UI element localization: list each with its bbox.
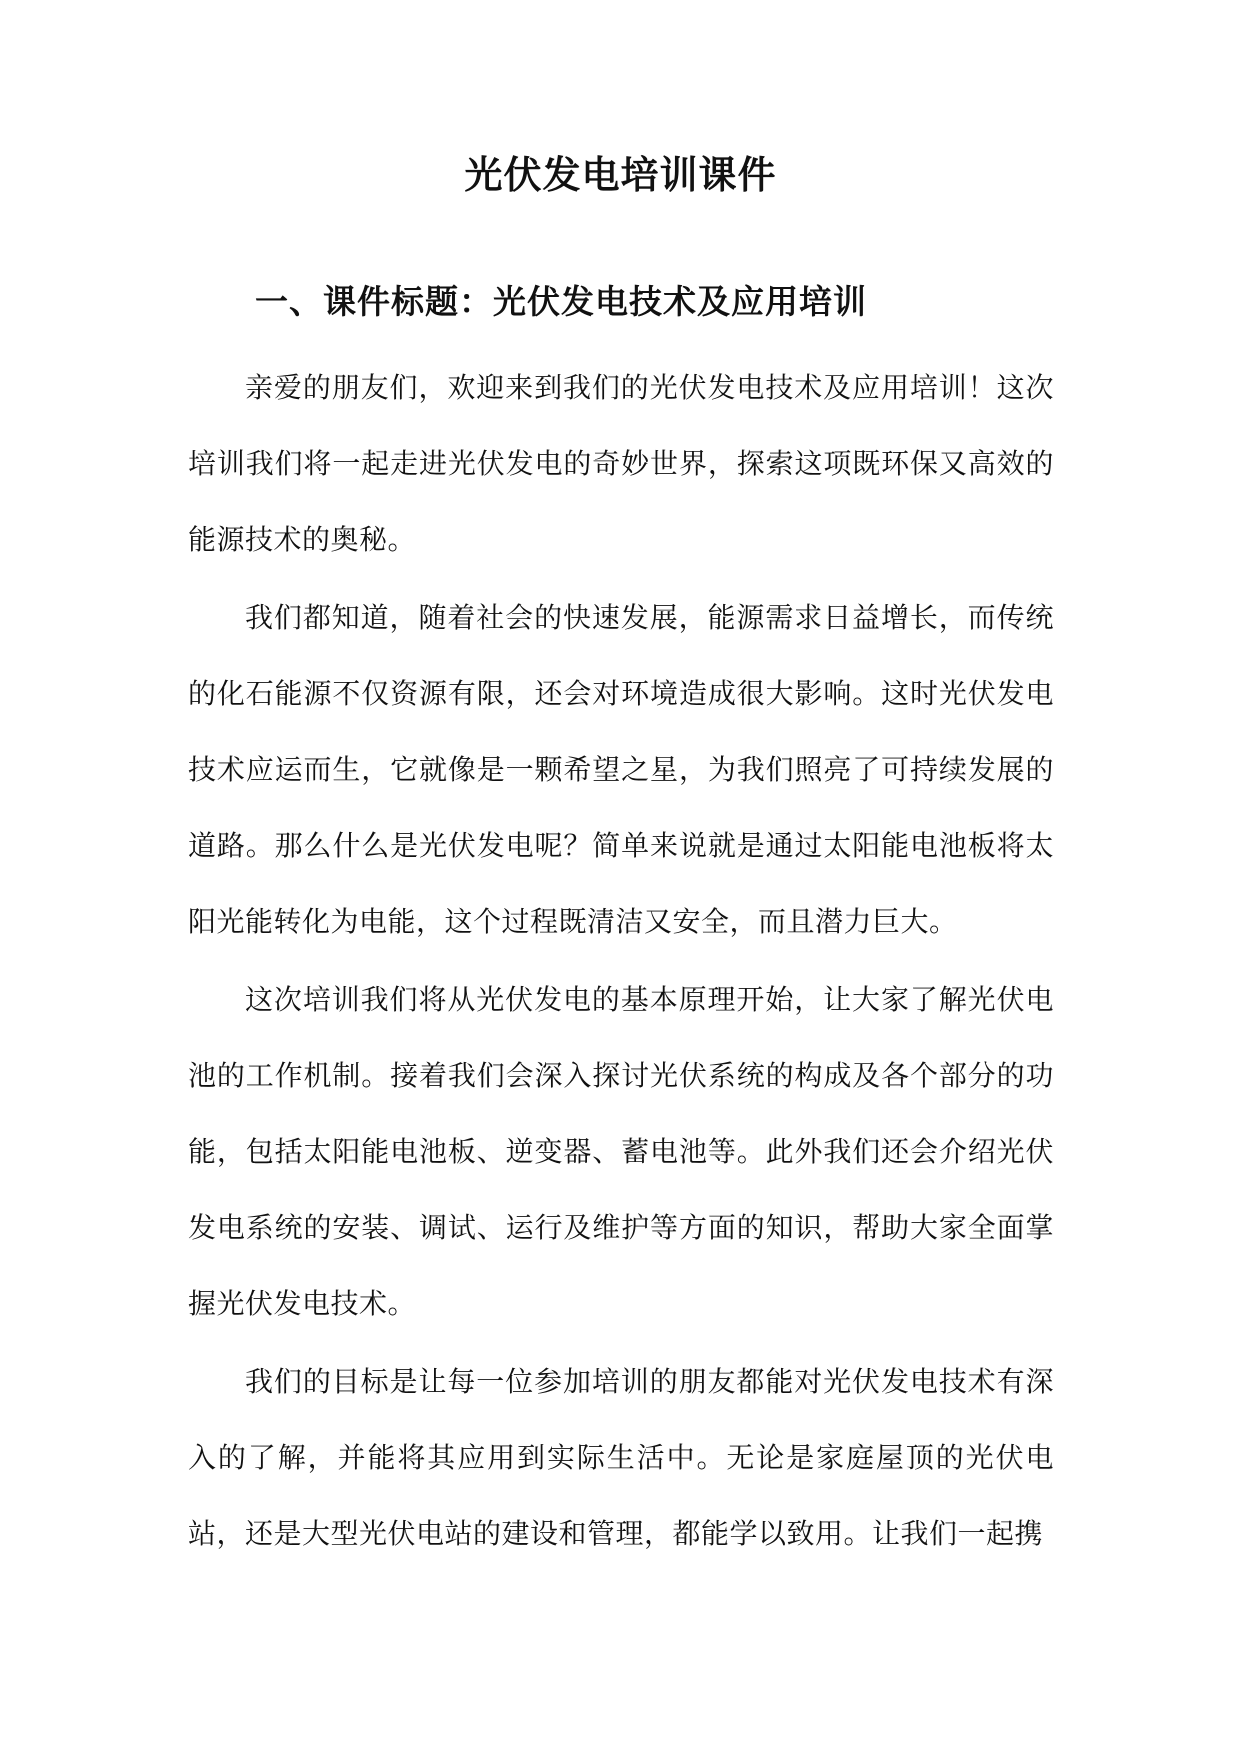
body-text	[188, 350, 1054, 1574]
paragraph-goal: 我们的目标是让每一位参加培训的朋友都能对光伏发电技术有深入的了解，并能将其应用到实际生活中。无论是家庭屋顶的光伏电站，还是大型光伏电站的建设和管理，都能学以致用。让我们一起携	[188, 1365, 1054, 1550]
paragraph-background: 我们都知道，随着社会的快速发展，能源需求日益增长，而传统的化石能源不仅资源有限，还会对环境造成很大影响。这时光伏发电技术应运而生，它就像是一颗希望之星，为我们照亮了可持续发展的道路。那么什么是光伏发电呢？简单来说就是通过太阳能电池板将太阳光能转化为电能，这个过程既清洁又安全，而且潜力巨大。	[188, 601, 1054, 938]
paragraph-contents: 这次培训我们将从光伏发电的基本原理开始，让大家了解光伏电池的工作机制。接着我们会深入探讨光伏系统的构成及各个部分的功能，包括太阳能电池板、逆变器、蓄电池等。此外我们还会介绍光伏发电系统的安装、调试、运行及维护等方面的知识，帮助大家全面掌握光伏发电技术。	[188, 983, 1054, 1320]
paragraph-intro: 亲爱的朋友们，欢迎来到我们的光伏发电技术及应用培训！这次培训我们将一起走进光伏发电的奇妙世界，探索这项既环保又高效的能源技术的奥秘。	[188, 371, 1054, 556]
document-title: 光伏发电培训课件	[464, 152, 777, 197]
section-heading: 一、课件标题：光伏发电技术及应用培训	[255, 282, 867, 321]
